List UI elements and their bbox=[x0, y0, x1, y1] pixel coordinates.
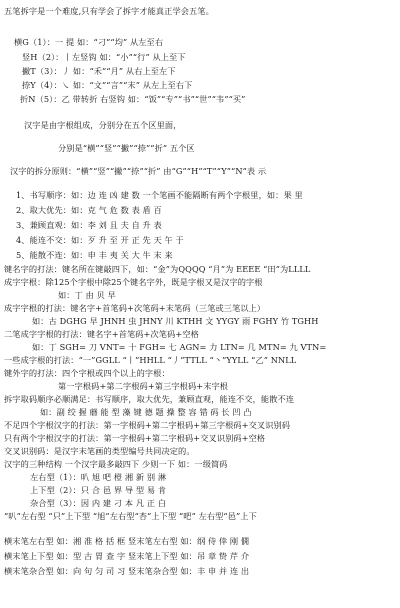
text-line: 五笔拆字是一个难度,只有学会了拆字才能真正学会五笔。 bbox=[4, 6, 214, 16]
text-line: 交叉识别码：是汉字末笔画的类型编号共同决定的。 bbox=[4, 446, 195, 456]
text-line: 如：丁 SGH= 刀 VNT= 十 FGH= 七 AGN= 力 LTN= 几 MTN= 九 VTN= bbox=[32, 342, 327, 352]
text-line: 一些成字根的打法：“一”GGLL “丨”HHLL “丿”TTLL “丶”YYLL “乙” NNLL bbox=[4, 355, 297, 365]
text-line: 杂合型（3）：因 内 建 刁 本 凡 正 白 bbox=[30, 498, 167, 508]
text-line: “叭”左右型 “只”上下型 “旭”左右型“杏”上下型 “吧” 左右型“邑”上下 bbox=[4, 511, 257, 521]
text-line: 横G（1）：一 提 如：“刁”“均” 从左至右 bbox=[14, 37, 164, 47]
text-line: 分别是“横”“竖”“撇”“捺”“折” 五个区 bbox=[58, 143, 195, 153]
text-line: 汉字的三种结构 一个汉字最多敲四下 少则一下 如：一级简码 bbox=[4, 459, 228, 469]
text-line: 5、能散不连：如：申 丰 夷 关 大 牛 末 来 bbox=[16, 250, 173, 260]
text-line: 上下型（2）：只 合 邑 界 导 型 易 肯 bbox=[30, 485, 167, 495]
text-line: 汉字是由字根组成，分别分在五个区里面， bbox=[24, 120, 182, 130]
text-line: 撇T（3）：丿 如：“禾”“月” 从右上至左下 bbox=[22, 66, 176, 76]
text-line: 只有两个字根汉字的打法：第一字根码+第二字根码+交叉识别码+空格 bbox=[4, 433, 266, 443]
text-line: 汉字的拆分原则：“横”“竖”“撇”“捺”“折” 由“G”“H”“T”“Y”“N”表 示 bbox=[10, 166, 267, 176]
text-line: 键名字的打法：键名所在键敲四下，如：“金”为QQQQ “月”为 EEEE “田”为LLLL bbox=[4, 264, 311, 274]
text-line: 左右型（1）：叭 旭 吧 橙 湘 新 别 淋 bbox=[30, 472, 167, 482]
text-line: 二笔成字字根的打法：键名字+首笔码+次笔码+空格 bbox=[4, 329, 199, 339]
text-line: 竖H（2）：丨左竖钩 如：“小”“行” 从上至下 bbox=[22, 52, 186, 62]
text-line: 3、兼顾直观：如：李 刘 且 夫 自 升 表 bbox=[16, 220, 162, 230]
text-line: 4、能连不交：如：歹 升 至 开 正 先 天 午 于 bbox=[16, 235, 184, 245]
text-line: 1、书写顺序：如：边 连 凶 建 数 一个笔画不能隔断有两个字根里，如：果 里 bbox=[16, 190, 303, 200]
text-line: 成字字根的打法：键名字+首笔码+次笔码+末笔码（三笔或三笔以上） bbox=[4, 303, 266, 313]
text-line: 键外字的打法：四个字根或四个以上的字根： bbox=[4, 368, 170, 378]
text-line: 折N（5）：乙 带转折 右竖钩 如：“饭”“专”“书”“世”“韦”“买” bbox=[20, 94, 246, 104]
text-line: 如：古 DGHG 早 JHNH 虫 JHNY 川 KTHH 文 YYGY 雨 FGHY 竹 TGHH bbox=[32, 316, 319, 326]
text-line: 如：副 绞 握 蘑 能 型 藻 键 德 题 操 整 容 错 码 长 凹 凸 bbox=[40, 407, 252, 417]
text-line: 捺Y（4）：㇏ 如：“文”“言”“末” 从左上至右下 bbox=[22, 80, 193, 90]
text-line: 成字字根：除125个字根中除25个键名字外，既是字根又是汉字的字根 bbox=[4, 277, 263, 287]
text-line: 拆字取码顺序必顺满足：书写顺序，取大优先，兼顾直观，能连不交，能散不连 bbox=[4, 394, 295, 404]
text-line: 如：丁 由 贝 早 bbox=[58, 290, 116, 300]
text-line: 横末笔上下型 如：型 古 胃 查 字 竖末笔上下型 如：吊 章 贽 芹 介 bbox=[4, 551, 250, 561]
text-line: 横末笔左右型 如：湘 准 格 括 框 竖末笔左右型 如：纲 侍 倖 刚 僩 bbox=[4, 536, 250, 546]
text-line: 第一字根码+第二字根码+第三字根码+末字根 bbox=[58, 381, 229, 391]
text-line: 不足四个字根汉字的打法：第一字根码+第二字根码+第三字根码+交叉识别码 bbox=[4, 420, 291, 430]
text-line: 2、取大优先：如：克 气 危 数 表 盾 百 bbox=[16, 205, 162, 215]
text-line: 横末笔杂合型 如：向 句 匀 司 习 竖末笔杂合型 如：丰 申 并 连 出 bbox=[4, 566, 250, 576]
